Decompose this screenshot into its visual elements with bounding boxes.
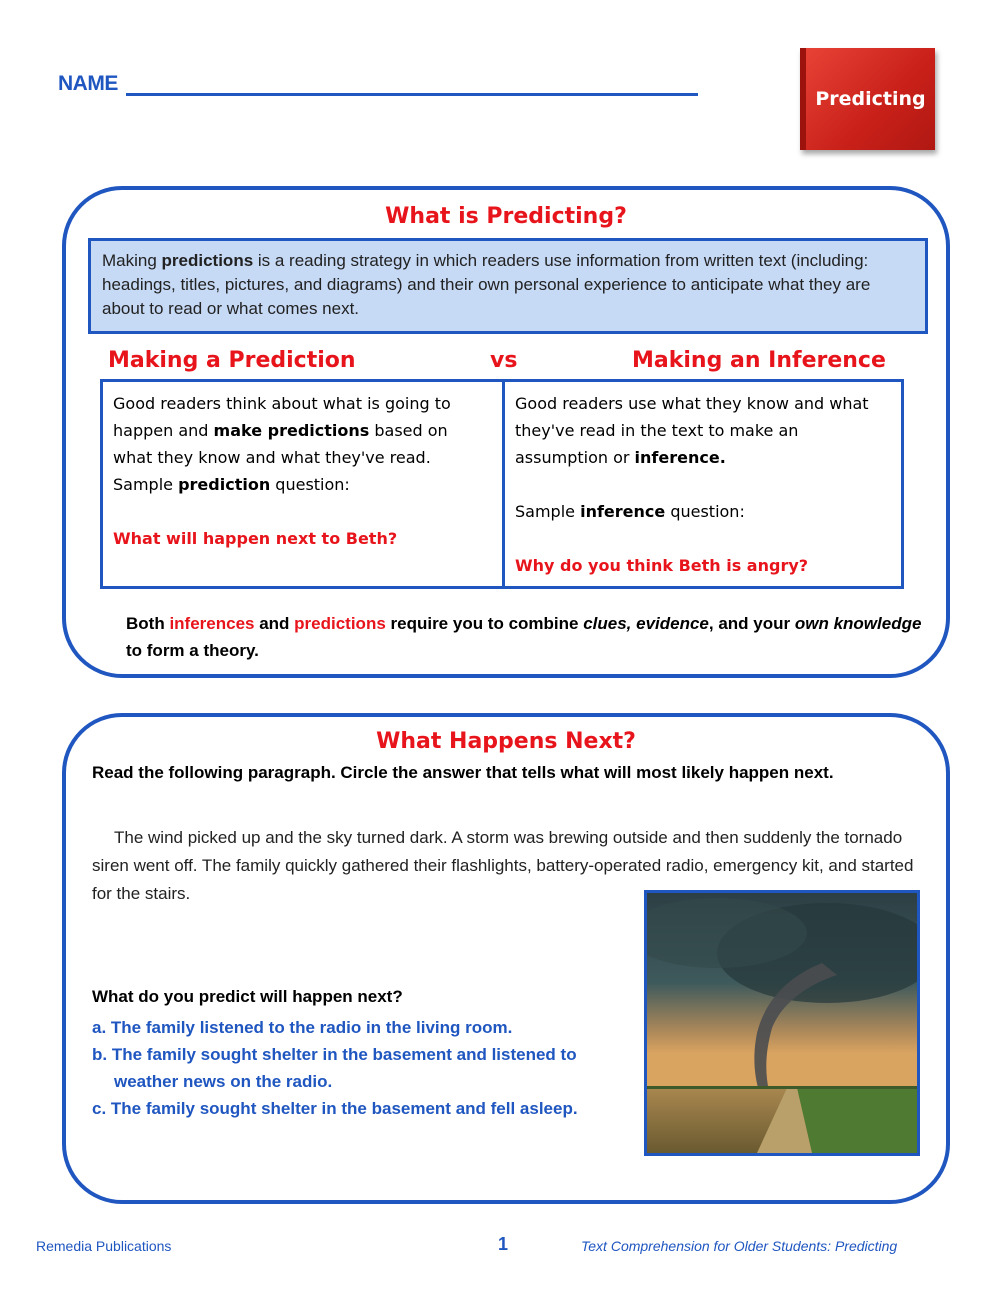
bold-text: inference <box>580 502 666 521</box>
text: . <box>719 448 726 467</box>
red-text: predictions <box>294 614 386 633</box>
vs-label: vs <box>490 348 518 373</box>
name-row <box>58 72 698 96</box>
instructions: Read the following paragraph. Circle the answer that tells what will most likely happen next. <box>92 763 834 782</box>
red-text: inferences <box>169 614 255 633</box>
text: require you to combine <box>385 614 584 633</box>
prediction-sample-label <box>113 471 492 498</box>
prediction-heading: Making a Prediction <box>108 348 356 373</box>
text: and <box>254 614 295 633</box>
italic-text: clues, evidence <box>583 614 709 633</box>
bold-text: inference <box>634 448 720 467</box>
text: question: <box>270 475 350 494</box>
section-title: What is Predicting? <box>385 204 627 229</box>
answer-option-c[interactable]: c. The family sought shelter in the basement and fell asleep. <box>92 1099 578 1118</box>
prediction-description <box>113 390 492 471</box>
prediction-sample-question: What will happen next to Beth? <box>113 529 398 548</box>
answer-option-a[interactable]: a. The family listened to the radio in the living room. <box>92 1018 513 1037</box>
footer-page-number: 1 <box>498 1234 509 1254</box>
comparison-table <box>100 379 904 589</box>
inference-description <box>515 390 891 471</box>
bold-text: prediction <box>178 475 271 494</box>
inference-cell <box>502 382 901 586</box>
definition-text: is a reading strategy in which readers use information from written text (including: headings, titles, pictures, and diagrams) and their own personal experience to anticipate what they are about to read or what comes next. <box>102 251 871 318</box>
italic-text: own knowledge <box>794 614 922 633</box>
prediction-cell <box>103 382 502 586</box>
answer-option-b[interactable]: b. The family sought shelter in the basement and listened to weather news on the radio. <box>92 1045 577 1091</box>
definition-text: Making <box>102 251 162 270</box>
text: to form a theory. <box>126 641 259 660</box>
name-label: NAME <box>58 72 118 95</box>
text: question: <box>665 502 745 521</box>
footer-publisher: Remedia Publications <box>36 1238 172 1254</box>
what-is-predicting-panel <box>62 186 950 678</box>
topic-badge-label: Predicting <box>815 88 926 110</box>
what-happens-next-panel <box>62 713 950 1204</box>
inference-sample-question: Why do you think Beth is angry? <box>515 556 809 575</box>
footer-book-title: Text Comprehension for Older Students: Predicting <box>581 1238 898 1254</box>
text: , and your <box>708 614 795 633</box>
text: Sample <box>515 502 581 521</box>
bold-text: make predictions <box>213 421 370 440</box>
story-paragraph: The wind picked up and the sky turned dark. A storm was brewing outside and then suddenly the tornado siren went off. The family quickly gathered their flashlights, battery-operated radio, emergency kit, and started for the stairs. <box>92 828 914 903</box>
text: Sample <box>113 475 179 494</box>
text: Both <box>126 614 170 633</box>
answer-options <box>92 1014 632 1122</box>
prediction-question: What do you predict will happen next? <box>92 987 403 1006</box>
inference-sample-label <box>515 498 891 525</box>
tornado-photo <box>644 890 920 1156</box>
definition-bold: predictions <box>161 251 254 270</box>
text: Good readers use what they know and what they've read in the text to make an assumption or <box>515 394 869 467</box>
name-input-line[interactable] <box>126 72 698 96</box>
section-title: What Happens Next? <box>376 729 636 754</box>
topic-badge <box>800 48 935 150</box>
definition-box <box>88 238 928 334</box>
summary-text <box>126 610 926 664</box>
inference-heading: Making an Inference <box>632 348 886 373</box>
text: Good readers think about what is going to happen and <box>113 394 451 440</box>
tornado-image-icon <box>647 893 917 1153</box>
text: based on what they know and what they've read. <box>113 421 448 467</box>
